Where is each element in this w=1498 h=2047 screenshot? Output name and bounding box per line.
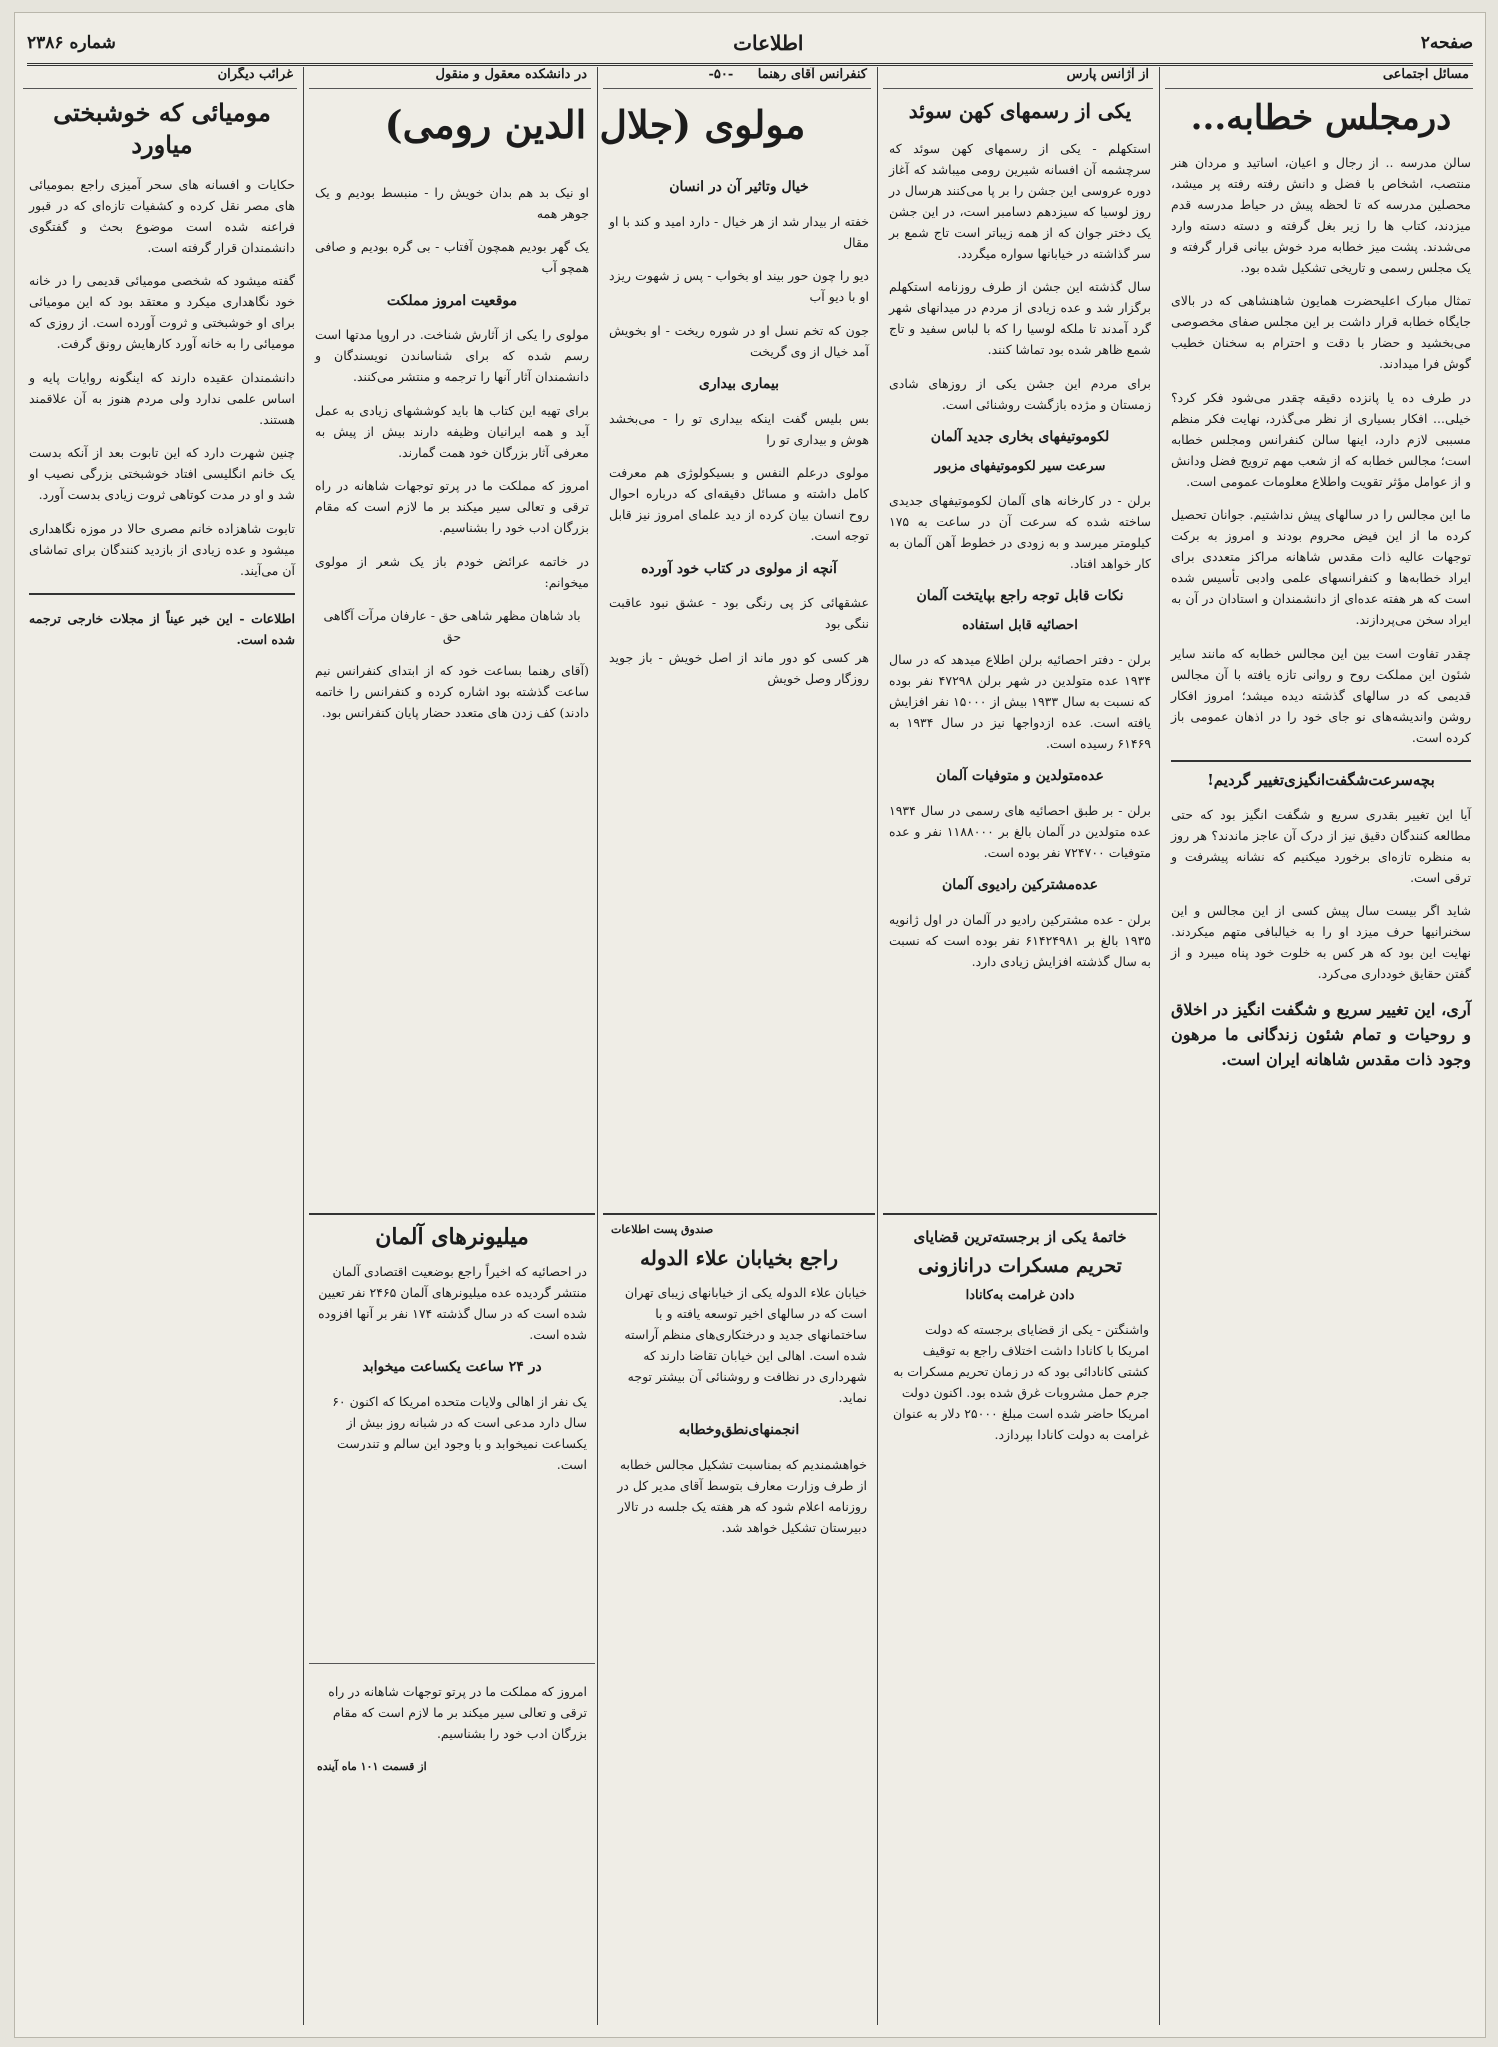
- paragraph: در احصائیه که اخیراً راجع بوضعیت اقتصادی آلمان منتشر گردیده عده میلیونرهای آلمان ۲۴۶۵ نفر تعیین شده است که در سال گذشته ۱۷۴ نفر بر آنها افزوده شده است.: [318, 1263, 587, 1342]
- paragraph: برلن - در کارخانه های آلمان لکوموتیفهای جدیدی ساخته شده که سرعت آن در ساعت به ۱۷۵ کیلومتر میرسد و به زودی در خطوط آهن آلمان به کار خواهد افتاد.: [889, 492, 1151, 571]
- article-molavi-part1: [603, 169, 875, 1219]
- paragraph: حکایات و افسانه های سحر آمیزی راجع بمومیائی های مصر نقل کرده و کشفیات تازه‌ای که در قبور فراعنه شده است موضوع بحث و گفتگوی دانشمندان قرار گرفته است.: [29, 176, 295, 255]
- article-title: تحریم مسکرات درانازونی: [918, 1255, 1122, 1277]
- paragraph: چنین شهرت دارد که این تابوت بعد از آنکه بدست یک خانم انگلیسی افتاد خوشبختی بزرگی نصیب او شد و او در مدت کوتاهی ثروت زیادی بدست آورد.: [29, 445, 295, 502]
- paragraph: یک نفر از اهالی ولایات متحده امریکا که اکنون ۶۰ سال دارد مدعی است که در شبانه روز بیش از یکساعت نمیخوابد و با وجود این سالم و تندرست است.: [332, 1393, 587, 1472]
- article-canada: [883, 1213, 1157, 2033]
- article-millionaires: [309, 1213, 595, 1653]
- paragraph: آیا این تغییر بقدری سریع و شگفت انگیز بود که حتی مطالعه کنندگان دقیق نیز از درک آن عاجز ماندند؟ هر روز به منظره تازه‌ای برخورد میکنیم که نشانه پیشرفت و ترقی است.: [1171, 806, 1471, 885]
- paragraph: برای مردم این جشن یکی از روزهای شادی زمستان و مژده بازگشت روشنائی است.: [889, 375, 1151, 412]
- section-title: نکات قابل توجه راجع بپایتخت آلمان: [916, 588, 1124, 604]
- paragraph: استکهلم - یکی از رسمهای کهن سوئد که سرچشمه آن افسانه شیرین رومی میباشد که آغاز دوره عروسی این جشن را بر پا می‌کنند هرسال در روز لوسیا که سیزدهم دسامبر است، در این جشن یک دختر جوان که از همه زیباتر است تاج شمع بر سر گذاشته در خیابانها سواره میگردد.: [889, 140, 1151, 261]
- article-title: راجع بخیابان علاء الدوله: [640, 1246, 838, 1270]
- section-subtitle: دادن غرامت به‌کانادا: [965, 1288, 1075, 1303]
- paragraph: در طرف ده یا پانزده دقیقه چقدر می‌شود فکر کرد؟ خیلی... افکار بسیاری از نظر می‌گذرد، نهایت فکر منظم مسببی لازم دارد، اینها سالن کنفرانس ومجلس خطابه است؛ مجالس خطابه که از شعب مهم ترویج فضل ودانش و از عوامل مؤثر تقویت واطلاع معلومات عمومی است.: [1171, 389, 1471, 489]
- paragraph: امروز که مملکت ما در پرتو توجهات شاهانه در راه ترقی و تعالی سیر میکند بر ما لازم است که مقام بزرگان ادب خود را بشناسیم.: [315, 478, 589, 535]
- page-label: صفحه۲: [1420, 33, 1473, 53]
- paragraph: خواهشمندیم که بمناسبت تشکیل مجالس خطابه از طرف وزارت معارف بتوسط آقای مدیر کل در روزنامه اعلام شود که هر هفته یک جلسه در تالار دبیرستان تشکیل خواهد شد.: [617, 1456, 867, 1535]
- paragraph: دانشمندان عقیده دارند که اینگونه روایات پایه و اساس علمی ندارد ولی مردم هنوز به آن علاقمند هستند.: [29, 369, 295, 427]
- molavi-title-box: [315, 93, 875, 163]
- mailbox-label: صندوق پست اطلاعات: [611, 1223, 714, 1236]
- closing-statement: آری، این تغییر سریع و شگفت انگیز در اخلاق و روحیات و تمام شئون زندگانی ما مرهون وجود ذات مقدس شاهانه ایران است.: [1171, 999, 1471, 1069]
- article-title: مولوی (جلال الدین رومی): [384, 102, 806, 147]
- paragraph: تمثال مبارک اعلیحضرت همایون شاهنشاهی که در بالای جایگاه خطابه قرار داشت بر این مجلس صفای مخصوصی می‌بخشید و حضار با دقت و احترام به سخنان خطیب گوش فرا میدادند.: [1171, 293, 1471, 371]
- article-title: مومیائی که خوشبختی میاورد: [53, 98, 271, 159]
- paragraph: مولوی درعلم النفس و بسیکولوژی هم معرفت کامل داشته و مسائل دقیقه‌ای که درباره احوال روح انسان بیان کرده از دید علمای امروز نیز قابل توجه است.: [609, 465, 869, 543]
- col-head-pars: از آژانس پارس: [883, 67, 1153, 89]
- paragraph: ما این مجالس را در سالهای پیش نداشتیم. جوانان تحصیل کرده ما از این فیض محروم بودند و امروز به برکت توجهات عالیه ذات مقدس شاهانه مراکز متعددی برای ایراد خطابه‌ها و کنفرانسهای علمی وادبی تأسیس شده است که هر هفته عده‌ای از دانشمندان و استادان در آن به ایراد سخن می‌پردازند.: [1171, 507, 1471, 627]
- editor-note: اطلاعات - این خبر عیناً از مجلات خارجی ترجمه شده است.: [29, 610, 295, 647]
- paragraph: امروز که مملکت ما در پرتو توجهات شاهانه در راه ترقی و تعالی سیر میکند بر ما لازم است که مقام بزرگان ادب خود را بشناسیم.: [328, 1683, 587, 1741]
- paragraph: برای تهیه این کتاب ها باید کوششهای زیادی به عمل آید و همه ایرانیان وظیفه دارند بیش از پیش به معرفی آثار بزرگان خود همت گمارند.: [315, 402, 589, 460]
- section-title: انجمنهای‌نطق‌وخطابه: [678, 1422, 800, 1438]
- verse: باد شاهان مظهر شاهی حق - عارفان مرآت آگاهی حق: [323, 608, 581, 644]
- col-head-social: مسائل اجتماعی: [1165, 67, 1473, 89]
- section-title: آنچه از مولوی در کتاب خود آورده: [641, 560, 837, 577]
- section-title: عده‌مشترکین رادیوی آلمان: [941, 877, 1099, 893]
- article-title: یکی از رسمهای کهن سوئد: [908, 99, 1132, 123]
- paragraph: برلن - بر طبق احصائیه های رسمی در سال ۱۹۳۴ عده متولدین در آلمان بالغ بر ۱۱۸۸۰۰۰ نفر و عده متوفیات ۷۲۴۷۰۰ نفر بوده است.: [889, 802, 1151, 860]
- issue-label: شماره ۲۳۸۶: [27, 33, 116, 53]
- section-subtitle: سرعت سیر لکوموتیفهای مزبور: [934, 459, 1106, 474]
- paragraph: در خاتمه عرائض خودم باز یک شعر از مولوی میخوانم:: [315, 553, 589, 590]
- paragraph: سال گذشته این جشن از طرف روزنامه استکهلم برگزار شد و عده زیادی از مردم در میدانهای شهر گرد آمدند تا ملکه لوسیا را که با لباس سفید و تاج شمع ظاهر شده بود تماشا کنند.: [889, 279, 1151, 357]
- paper-name: اطلاعات: [733, 31, 804, 55]
- section-title: در ۲۴ ساعت یکساعت میخوابد: [362, 1359, 542, 1375]
- paragraph: سالن مدرسه .. از رجال و اعیان، اساتید و مردان هنر منتصب، اشخاص با فضل و دانش رفته رفته پر میشد، محصلین مدرسه که تا لحظه پیش در حیاط مدرسه قدم میزدند، کتاب ها را زیر بغل گرفته و دسته دسته وارد می‌شدند. پشت میز خطابه مرد خوش بیانی قرار گرفته و یک مجلس رسمی و تاریخی تشکیل شده بود.: [1171, 154, 1471, 275]
- footer-note: از قسمت ۱۰۱ ماه آینده: [317, 1760, 427, 1773]
- verse: خفته ار بیدار شد از هر خیال - دارد امید و کند با او مقال: [609, 213, 869, 250]
- divider: [1171, 760, 1471, 762]
- column-rule: [597, 67, 598, 2025]
- column-rule: [1159, 67, 1160, 2025]
- article-molavi-part2: [309, 169, 595, 1199]
- paragraph: چقدر تفاوت است بین این مجالس خطابه که مانند سایر شئون این مملکت روح و روانی تازه یافته با آن مجالس قدیمی که در سالهای گذشته دیده میشد؛ امروز افکار روشن واندیشه‌های نو جای خود را در اذهان عمومی باز کرده است.: [1171, 645, 1471, 745]
- section-title: لکوموتیفهای بخاری جدید آلمان: [930, 429, 1110, 445]
- verse: دیو را چون حور بیند او بخواب - پس ز شهوت ریزد او با دیو آب: [609, 268, 869, 304]
- article-title: درمجلس خطابه...: [1190, 98, 1452, 138]
- continuation-box: [309, 1663, 595, 2023]
- verse: او نیک بد هم بدان خویش را - منبسط بودیم و یک جوهر همه: [315, 184, 589, 221]
- paragraph: (آقای رهنما بساعت خود که از ابتدای کنفرانس نیم ساعت گذشته بود اشاره کرده و کنفرانس را خاتمه دادند) کف زدن های متعدد حضار پایان کنفرانس بود.: [315, 662, 589, 720]
- article-majlis-khatabe: [1165, 93, 1477, 2023]
- col-head-oddities: غرائب دیگران: [23, 67, 297, 89]
- divider: [29, 593, 295, 595]
- conference-label: کنفرانس آقای رهنما: [757, 67, 867, 82]
- paragraph: مولوی را یکی از آثارش شناخت. در اروپا مدتها است رسم شده که برای شناساندن نویسندگان و دانشمندان آثار آنها را ترجمه و منتشر می‌کنند.: [315, 327, 589, 384]
- verse: عشقهائی کز پی رنگی بود - عشق نبود عاقبت ننگی بود: [609, 595, 869, 631]
- article-alaodowleh: [603, 1213, 875, 2033]
- article-title: میلیونرهای آلمان: [375, 1224, 529, 1250]
- paragraph: گفته میشود که شخصی مومیائی قدیمی را در خانه خود نگاهداری میکرد و معتقد بود که این مومیائی برای او خوشبختی و ثروت آورده است. از روزی که مومیائی را به خانه آورد کارهایش رونق گرفت.: [29, 273, 295, 351]
- conference-number: -۵۰-: [708, 67, 734, 82]
- section-subtitle: احصائیه قابل استفاده: [962, 618, 1078, 633]
- paragraph: تابوت شاهزاده خانم مصری حالا در موزه نگاهداری میشود و عده زیادی از بازدید کنندگان برای تماشای آن می‌آیند.: [29, 520, 295, 578]
- paragraph: برلن - عده مشترکین رادیو در آلمان در اول ژانویه ۱۹۳۵ بالغ بر ۶۱۴۲۴۹۸۱ نفر بوده است که نسبت به سال گذشته افزایش زیادی دارد.: [889, 911, 1151, 969]
- col-head-faculty: در دانشکده معقول و منقول: [309, 67, 591, 89]
- paragraph: بس بلیس گفت اینکه بیداری تو را - می‌بخشد هوش و بیداری تو را: [609, 410, 869, 447]
- col-head-conference: [603, 67, 871, 89]
- paragraph: واشنگتن - یکی از قضایای برجسته که دولت امریکا با کانادا داشت اختلاف راجع به توقیف کشتی کانادائی بود که در زمان تحریم مسکرات به جرم حمل مشروبات غرق شده بود. اکنون دولت امریکا حاضر شده است مبلغ ۲۵۰۰۰ دلار به عنوان غرامت به دولت کانادا بپردازد.: [893, 1321, 1149, 1442]
- masthead: [27, 23, 1473, 66]
- newspaper-page: [14, 12, 1486, 2038]
- column-rule: [303, 67, 304, 2025]
- section-title: خیال وتاثیر آن در انسان: [669, 179, 809, 195]
- verse: یک گهر بودیم همچون آفتاب - بی گره بودیم و صافی همچو آب: [315, 239, 589, 275]
- verse: جون که تخم نسل او در شوره ریخت - او بخویش آمد خیال از وی گریخت: [609, 322, 869, 359]
- paragraph: خیابان علاء الدوله یکی از خیابانهای زیبای تهران است که در سالهای اخیر توسعه یافته و با ساختمانهای جدید و درختکاری‌های منظم آراسته شده است. اهالی این خیابان تقاضا دارند که شهرداری در نظافت و روشنائی آن بیشتر توجه نماید.: [624, 1284, 867, 1405]
- section-title: بیماری بیداری: [698, 376, 780, 392]
- paragraph: شاید اگر بیست سال پیش کسی از این مجالس و این سخنرانیها حرف میزد او را به خیالبافی متهم میکردند. نهایت این بود که هر کس به خلوت خود پناه میبرد و از گفتن حقایق خودداری می‌کرد.: [1171, 903, 1471, 981]
- verse: هر کسی کو دور ماند از اصل خویش - باز جوید روزگار وصل خویش: [609, 649, 869, 686]
- section-title: عده‌متولدین و متوفیات آلمان: [936, 768, 1104, 784]
- box-title: بچه‌سرعت‌شگفت‌انگیزی‌تغییر‌ گردیم!: [1207, 771, 1435, 789]
- column-rule: [877, 67, 878, 2025]
- paragraph: برلن - دفتر احصائیه برلن اطلاع میدهد که در سال ۱۹۳۴ عده متولدین در شهر برلن ۴۷۲۹۸ نفر بوده که نسبت به سال ۱۹۳۳ بیش از ۱۵۰۰۰ نفر افزایش یافته است. عده ازدواجها نیز در سال ۱۹۳۴ به ۶۱۴۶۹ رسیده است.: [889, 651, 1152, 751]
- section-title: موقعیت امروز مملکت: [386, 292, 518, 309]
- article-mummy: [23, 93, 301, 2023]
- section-kicker: خاتمهٔ یکی از برجسته‌ترین قضایای: [913, 1228, 1127, 1246]
